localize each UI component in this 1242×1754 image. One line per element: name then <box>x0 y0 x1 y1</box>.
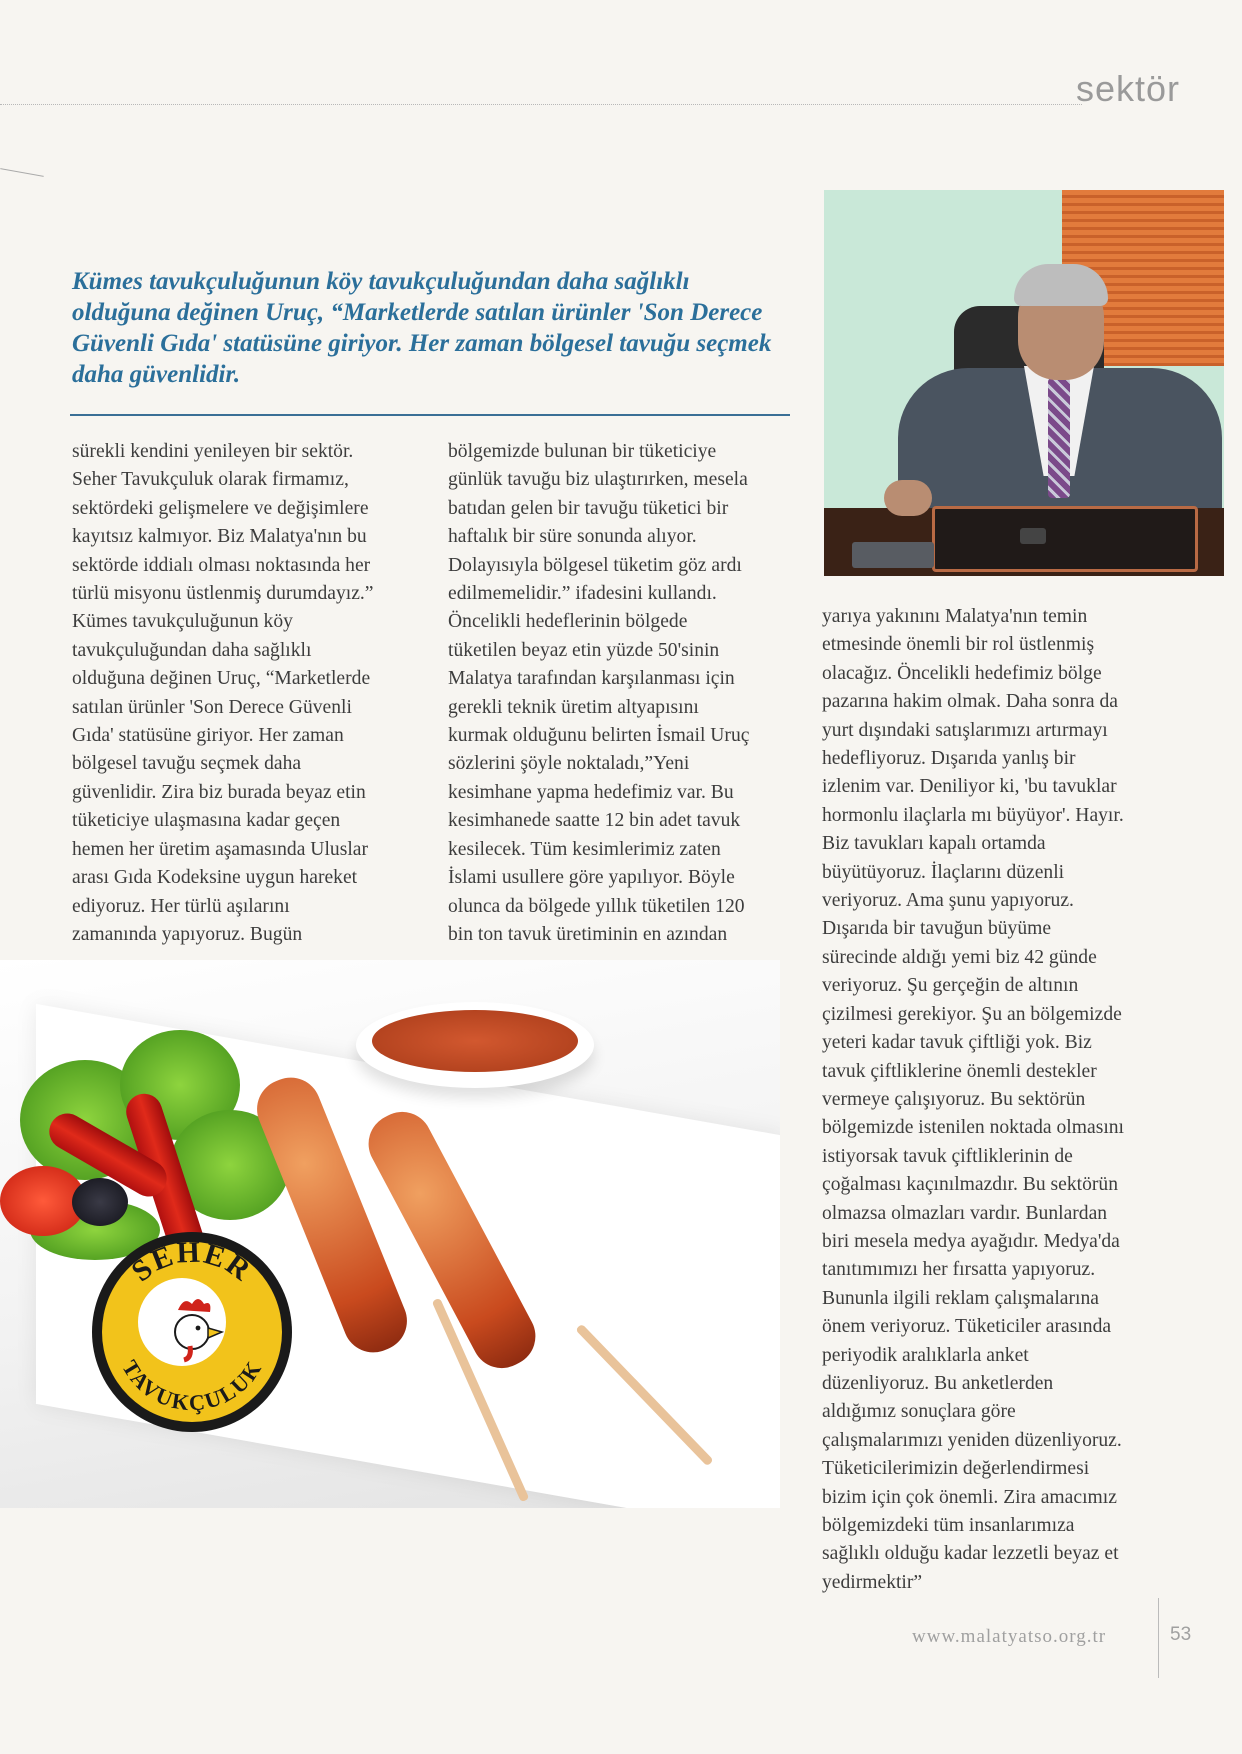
article-column-1: sürekli kendini yenileyen bir sektör. Seher Tavukçuluk olarak firmamız, sektördeki gelişmelere ve değişimlere kayıtsız kalmıyor. Biz Malatya'nın bu sektörde iddialı olması noktasında her türlü misyonu üstlenmiş durumdayız.” Kümes tavukçuluğunun köy tavukçuluğundan daha sağlıklı olduğuna değinen Uruç, “Marketlerde satılan ürünler 'Son Derece Güvenli Gıda' statüsüne giriyor. Her zaman bölgesel tavuğu seçmek daha güvenlidir. Zira biz burada beyaz etin tüketiciye ulaşmasına kadar geçen hemen her üretim aşamasında Uluslar arası Gıda Kodeksine uygun hareket ediyoruz. Her türlü aşılarını zamanında yapıyoruz. Bugün <box>72 441 374 945</box>
seher-tavukculuk-logo <box>92 1232 292 1432</box>
svg-text:TAVUKÇULUK <box>117 1355 267 1415</box>
logo-top-text: SEHER <box>125 1235 259 1289</box>
rooster-icon <box>175 1299 222 1360</box>
calculator <box>852 542 934 568</box>
black-olive <box>72 1178 128 1226</box>
footer-separator <box>1158 1598 1159 1678</box>
desk-blotter <box>932 506 1198 572</box>
corner-mark <box>0 168 44 177</box>
mobile-phone <box>1020 528 1046 544</box>
pull-quote: Kümes tavukçuluğunun köy tavukçuluğundan daha sağlıklı olduğuna değinen Uruç, “Marketlerde satılan ürünler 'Son Derece Güvenli Gıda' statüsüne giriyor. Her zaman bölgesel tavuğu seçmek daha güvenlidir. <box>72 268 772 388</box>
pull-quote-rule <box>70 414 790 416</box>
article-column-2: bölgemizde bulunan bir tüketiciye günlük tavuğu biz ulaştırırken, mesela batıdan gelen bir tavuğu tüketici bir haftalık bir süre sonunda alıyor. Dolayısıyla bölgesel tüketim göz ardı edilmemelidir.” ifadesini kullandı. Öncelikli hedeflerinin bölgede tüketilen beyaz etin yüzde 50'sinin Malatya tarafından karşılanması için gerekli teknik üretim altyapısını kurmak olduğunu belirten İsmail Uruç sözlerini şöyle noktaladı,”Yeni kesimhane yapma hedefimiz var. Bu kesimhanede saatte 12 bin adet tavuk kesilecek. Tüm kesimlerimiz zaten İslami usullere göre yapılıyor. Böyle olunca da bölgede yıllık tüketilen 120 bin ton tavuk üretiminin en azından <box>448 441 750 945</box>
portrait-photo <box>824 190 1224 576</box>
person-hair <box>1014 264 1108 306</box>
logo-bottom-text: TAVUKÇULUK <box>117 1355 267 1416</box>
page-number: 53 <box>1170 1624 1192 1645</box>
logo-lettering <box>92 1232 292 1432</box>
footer-url: www.malatyatso.org.tr <box>912 1626 1107 1647</box>
person-tie <box>1048 378 1070 498</box>
header-rule <box>0 104 1082 105</box>
sauce <box>372 1010 578 1072</box>
svg-text:SEHER <box>125 1236 258 1289</box>
article-column-3: yarıya yakınını Malatya'nın temin etmesinde önemli bir rol üstlenmiş olacağız. Öncelikli hedefimiz bölge pazarına hakim olmak. Daha sonra da yurt dışındaki satışlarımızı artırmayı hedefliyoruz. Dışarıda yanlış bir izlenim var. Deniliyor ki, 'bu tavuklar hormonlu ilaçlarla mı büyüyor'. Hayır. Biz tavukları kapalı ortamda büyütüyoruz. İlaçlarını düzenli veriyoruz. Ama şunu yapıyoruz. Dışarıda bir tavuğun büyüme sürecinde aldığı yemi biz 42 günde veriyoruz. Şu gerçeğin de altının çizilmesi gerekiyor. Şu an bölgemizde yeteri kadar tavuk çiftliği yok. Biz tavuk çiftliklerine önemli destekler vermeye çalışıyoruz. Bu sektörün bölgemizde istenilen noktada olmasını istiyorsak tavuk çiftliklerinin de çoğalması kaçınılmazdır. Bu sektörün olmazsa olmazları vardır. Bunlardan biri mesela medya ayağıdır. Medya'da tanıtımımızı her fırsatta yapıyoruz. Bununla ilgili reklam çalışmalarına önem veriyoruz. Tüketiciler arasında periyodik aralıklarla anket düzenliyoruz. Bu anketlerden aldığımız sonuçlara göre çalışmalarımızı yeniden düzenliyoruz. Tüketicilerimizin değerlendirmesi bizim için çok önemli. Zira amacımız bölgemizdeki tüm insanlarımıza sağlıklı olduğu kadar lezzetli beyaz et yedirmektir” <box>822 606 1125 1593</box>
section-tag: sektör <box>1075 68 1180 109</box>
person-hand <box>884 480 932 516</box>
